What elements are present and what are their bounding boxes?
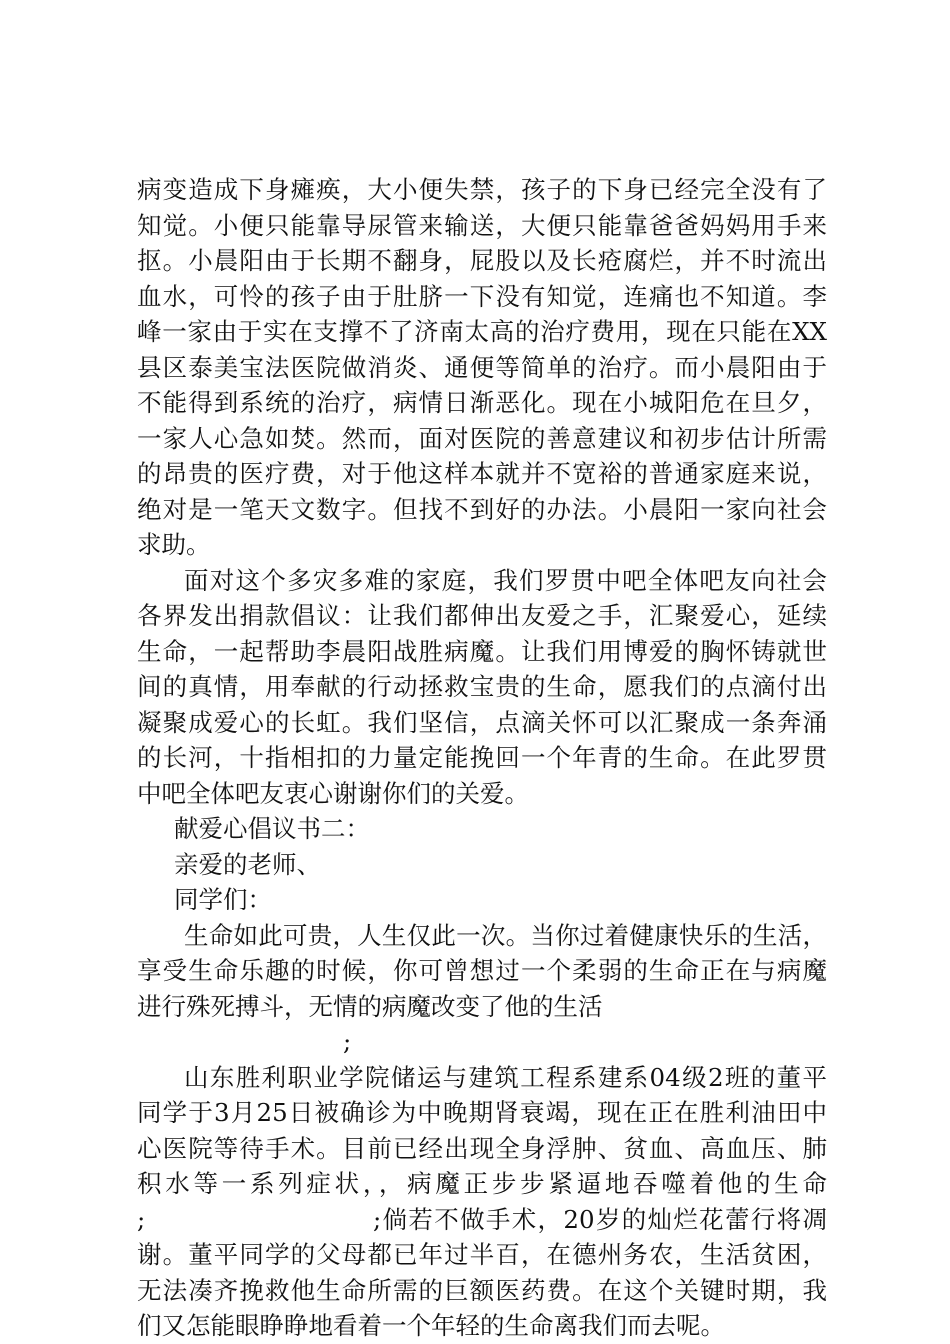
text-line: 的昂贵的医疗费，对于他这样本就并不宽裕的普通家庭来说，	[137, 459, 827, 488]
text-line: 县区泰美宝法医院做消炎、通便等简单的治疗。而小晨阳由于	[137, 352, 827, 382]
paragraph-first-line: 山东胜利职业学院储运与建筑工程系建系04级2班的董平	[184, 1062, 827, 1092]
text-line: 抠。小晨阳由于长期不翻身，屁股以及长疮腐烂，并不时流出	[137, 246, 827, 275]
text-line: 同学于3月25日被确诊为中晚期肾衰竭，现在正在胜利油田中	[137, 1098, 827, 1127]
text-line: 积水等一系列症状，，病魔正步步紧逼地吞噬着他的生命	[137, 1169, 827, 1198]
section-heading: 献爱心倡议书二：	[174, 814, 370, 843]
text-line: 知觉。小便只能靠导尿管来输送，大便只能靠爸爸妈妈用手来	[137, 210, 827, 240]
document-body	[137, 172, 827, 1344]
text-line: 间的真情，用奉献的行动拯救宝贵的生命，愿我们的点滴付出	[137, 672, 827, 701]
text-line: 凝聚成爱心的长虹。我们坚信，点滴关怀可以汇聚成一条奔涌	[137, 707, 827, 737]
text-line: 的长河，十指相扣的力量定能挽回一个年青的生命。在此罗贯	[137, 743, 827, 772]
text-line: 不能得到系统的治疗，病情日渐恶化。现在小城阳危在旦夕，	[137, 388, 827, 417]
text-line: 谢。董平同学的父母都已年过半百，在德州务农，生活贫困，	[137, 1240, 827, 1269]
salutation-line: 亲爱的老师、	[174, 849, 321, 879]
text-line: 血水，可怜的孩子由于肚脐一下没有知觉，连痛也不知道。李	[137, 281, 827, 311]
text-fragment: ;倘若不做手术，20岁的灿烂花蕾行将凋	[373, 1204, 827, 1234]
text-fragment: ;	[137, 1204, 146, 1234]
salutation-line: 同学们：	[174, 885, 272, 914]
text-line: 峰一家由于实在支撑不了济南太高的治疗费用，现在只能在XX	[137, 317, 827, 346]
text-line: 们又怎能眼睁睁地看着一个年轻的生命离我们而去呢。	[137, 1311, 725, 1340]
text-line: 中吧全体吧友衷心谢谢你们的关爱。	[137, 778, 529, 808]
paragraph-first-line: 面对这个多灾多难的家庭，我们罗贯中吧全体吧友向社会	[184, 565, 827, 595]
text-line: 绝对是一笔天文数字。但找不到好的办法。小晨阳一家向社会	[137, 494, 827, 524]
text-line: 无法凑齐挽救他生命所需的巨额医药费。在这个关键时期，我	[137, 1275, 827, 1305]
text-line: 进行殊死搏斗，无情的病魔改变了他的生活	[137, 991, 603, 1021]
text-line: 各界发出捐款倡议：让我们都伸出友爱之手，汇聚爱心，延续	[137, 601, 827, 630]
text-line: 求助。	[137, 530, 211, 559]
text-line	[137, 1202, 827, 1238]
text-line: ;	[343, 1027, 352, 1056]
text-line: 一家人心急如焚。然而，面对医院的善意建议和初步估计所需	[137, 423, 827, 453]
paragraph-first-line: 生命如此可贵，人生仅此一次。当你过着健康快乐的生活，	[184, 920, 827, 950]
text-line: 享受生命乐趣的时候，你可曾想过一个柔弱的生命正在与病魔	[137, 956, 827, 985]
text-line: 生命，一起帮助李晨阳战胜病魔。让我们用博爱的胸怀铸就世	[137, 636, 827, 666]
text-line: 病变造成下身瘫痪，大小便失禁，孩子的下身已经完全没有了	[137, 175, 827, 204]
text-line: 心医院等待手术。目前已经出现全身浮肿、贫血、高血压、肺	[137, 1133, 827, 1163]
